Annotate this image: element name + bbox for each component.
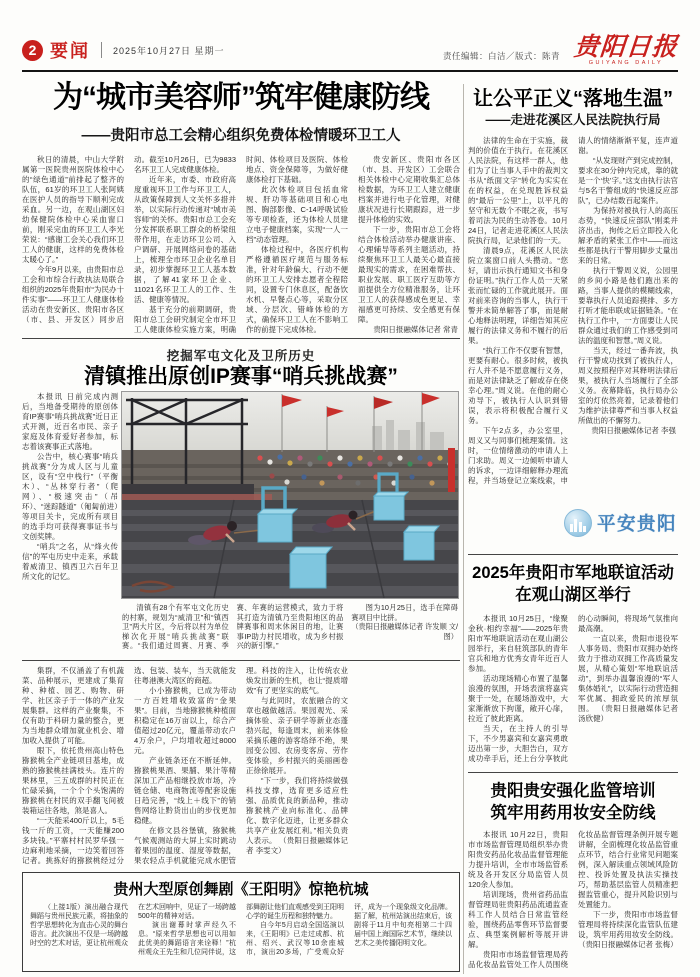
paragraph: 清晨9点，花溪区人民法院立案窗口前人头攒动。“您好，请出示执行通知文书和身份证明。”执行工作人员一天紧张而忙碌的工作就此展开。面对前来咨询的当事人，执行干警并未简单解答了事，而是耐心地释法明理，详细告知其应履行的法律义务和不履行的后果。 — [468, 246, 568, 345]
safe-guiyang-stamp — [564, 502, 678, 544]
paragraph: 贵安新区、贵阳市各区（市、县、开发区）工会联合相关体检中心定期收集汇总体检数据，为环卫工人建立健康档案并进行电子化管理，对健康状况进行长期跟踪，进一步提升体检的实效。 — [358, 155, 460, 224]
article-opera-wangyangming — [22, 872, 460, 972]
opera-title: 贵州大型原创舞剧《王阳明》惊艳杭城 — [113, 881, 369, 898]
section-divider — [22, 338, 460, 339]
paragraph: 贵阳日报融媒体记者 李强 — [591, 426, 676, 435]
paragraph: 与此同时，农旅融合的文章也越做越活。果园观光、采摘体验、亲子研学等新业态蓬勃兴起，每逢周末，前来体验采摘乐趣的游客络绎不绝，果园变公园、农房变客房、劳作变体验，乡村振兴的美丽画卷正徐徐展开。 — [246, 696, 348, 775]
regulation-body-text — [468, 830, 678, 974]
paragraph: “哨兵”之名，从“烽火传信”的军屯历史中走来，承载着威清卫、镇西卫六百年卫所文化的记忆。 — [22, 542, 118, 581]
paragraph: 集群，不仅涵盖了有机蔬菜、品种展示，更建成了集育种、种植、园艺、购物、研学、社区亲子于一体的产业发展集群。这样的产业聚集，不仅有助于科研力量的整合，更为当地群众增加就业机会、增加收入提供了可能。 — [22, 666, 124, 745]
stamp-text: 平安贵阳 — [597, 514, 678, 535]
page-date: 2025年10月27日 星期一 — [113, 45, 225, 56]
paragraph: 下一步，贵阳市市场监督管理局将持续深化监管队伍建设，筑牢用药用妆安全防线。 （贵阳日报融媒体记者 张梅） — [578, 910, 678, 949]
paragraph: 一直以来，贵阳市退役军人事务局、贵阳市双拥办始终致力于推动双拥工作高质量发展，从精心策划“军地联谊活动”，到举办温馨浪漫的“军人集体婚礼”，以实际行动营造拥军优属、拥政爱民的浓厚氛围。 （贵阳日报融媒体记者 汤欣健） — [578, 634, 678, 723]
paragraph: 此次体检项目包括血常规、肝功等基础项目和心电图、胸部影像、C-14呼吸试验等专项检查，还为体检人员建立电子健康档案，实现“一人一档”动态管理。 — [246, 185, 348, 244]
column-rule — [463, 84, 464, 974]
paragraph: 贵阳日报融媒体记者 常青 — [373, 325, 458, 334]
liaison-title — [468, 562, 678, 606]
liaison-title-line2: 在观山湖区举行 — [515, 586, 631, 604]
paragraph: 本报讯 10月25日，“缘聚金秋·相约幸福”——2025年贵阳市军地联谊活动在观山湖公园举行，来自驻筑部队的青年官兵和地方优秀女青年近百人参加。 — [468, 614, 568, 673]
paragraph: 公告中，核心赛事“哨兵挑战赛”分为成人区与儿童区，设有“空中栈行”（平衡木）、“丛林穿行者”（爬网）、“极速突击”（吊环）、“迷踪隧道”（匍匐前进）等项目关卡，完成所有项目的选手均可获得赛事证书与文创奖牌。 — [22, 452, 118, 541]
regulation-title-line1: 贵阳贵安强化监管培训 — [490, 782, 656, 800]
paragraph: 本报讯 日前完成内测后，当地备受期待的原创体育IP赛事“哨兵挑战赛”近日正式开测，近百名市民、亲子家庭及体育爱好者参加，标志着该赛事正式落地。 — [22, 392, 118, 451]
article-sanitation-checkup — [22, 80, 460, 339]
photo-caption — [122, 603, 458, 655]
regulation-title-line2: 筑牢用药用妆安全防线 — [490, 804, 656, 822]
challenge-race-photo — [122, 392, 458, 598]
header-left — [22, 37, 225, 63]
city-shield-icon — [564, 509, 592, 537]
jump-article-text — [22, 666, 460, 866]
editor-line: 责任编辑：白洁／版式：陈青 — [442, 51, 560, 62]
masthead-english: GUIYANG DAILY — [588, 59, 664, 66]
section-divider — [468, 554, 678, 555]
liaison-title-line1: 2025年贵阳市军地联谊活动 — [472, 564, 674, 582]
paragraph: （上接1版）演出融合现代舞蹈与贵州民族元素，将抽象的哲学思想转化为直击心灵的舞台语言。此次演出不仅是一场跨越时空的艺术对话，更让杭州观众在艺术回响中，见证了一场跨越500年的精神对话。 — [30, 904, 236, 947]
paragraph: 今年9月以来，由贵阳市总工会和市综合行政执法局联合组织的2025年贵阳市“为民办十件实事”——环卫工人健康体检活动在贵安新区、贵阳市各区（市、县、开发区）同步启动。截至10月26日，已为9833名环卫工人完成健康体检。 — [22, 155, 236, 324]
court-subtitle: ——走进花溪区人民法院执行局 — [485, 113, 661, 127]
header-right — [442, 31, 680, 67]
court-title: 让公平正义“落地生温” — [473, 88, 673, 110]
qingzhen-kicker: 挖掘军屯文化及卫所历史 — [166, 349, 316, 363]
paragraph: 近年来，市委、市政府高度重视环卫工作与环卫工人，从政策保障到人文关怀多措并举，以实际行动传递对“城市美容师”的关怀。贵阳市总工会充分发挥联系职工群众的桥梁纽带作用，在走访环卫公司、入户调研、开展网络问卷的基础上，梳理全市环卫企业名单目录，初步掌握环卫工人基本数据，了解41家环卫企业、11021名环卫工人的工作、生活、健康等情况。 — [134, 175, 236, 304]
lead-headline: 为“城市美容师”筑牢健康防线 — [53, 81, 429, 114]
lead-subtitle: ——贵阳市总工会精心组织免费体检情暖环卫工人 — [81, 128, 401, 144]
paragraph: 基于充分的前期调研，贵阳市总工会研究制定全市环卫工人健康体检实施方案，明确时间、体检项目及医院、体检地点、资金保障等，为做好健康体检打下基础。 — [134, 155, 348, 334]
paragraph: 当天，在主持人的引导下，不少男嘉宾和女嘉宾勇敢迈出第一步，大胆告白，双方成功牵手后，还上台分享彼此的心动瞬间，将现场气氛推向最高潮。 — [468, 614, 678, 763]
paragraph: 在修文县谷堡镇，猕猴桃气候观测站的大屏上实时跳动着果园的温度、湿度等数据，果农轻点手机就能完成水肥管理。科技的注入，让传统农业焕发出新的生机，也让“提质增效”有了更坚实的底气。 — [134, 666, 348, 865]
paragraph: 体检过程中，各医疗机构严格遵循医疗规范与服务标准，针对年龄偏大、行动不便的环卫工人安排志愿者全程陪同，设置专门休息区，配备饮水机、早餐点心等，采取分区域、分层次、错峰体检的方式，确保环卫工人在不影响工作的前提下完成体检。 — [246, 245, 348, 334]
section-divider — [468, 772, 678, 773]
regulation-title — [468, 780, 678, 824]
paragraph: 图为10月25日，选手在障碍赛项目中比拼。 — [351, 603, 458, 622]
qingzhen-body-text — [22, 392, 118, 658]
paragraph: 贵阳市市场监督管理局药品化妆品监管处工作人员围绕化妆品监督管理条例开展专题讲解，全面梳理化妆品监管重点环节，结合行业常见问题案例，深入解读重点领域风险防控、投诉处置及执法实操技巧，帮助基层监管人员精准把握监管重心，提升风险识别与处置能力。 — [468, 830, 678, 969]
paragraph: “一天能采400斤以上，5毛钱一斤的工资，一天能赚200多块钱。”平寨村村民罗华强一边麻利地采摘，一边笑着回答记者。挑拣好的猕猴桃经过分选、包装、装车，当天就能发往粤港澳大湾区的商超。 — [22, 666, 236, 865]
paragraph: 清镇有28个有军屯文化历史的村寨，规划为“威清卫”和“镇西卫”两大片区，今后将以村为单位梯次化开展“哨兵挑战赛”联赛。“我们通过周赛、月赛、季赛、年赛的运营模式，致力于将其打造为清镇乃至贵阳地区的品牌赛事和周末休闲目的地，让赛事IP助力村民增收，成为乡村振兴的新引擎。” — [122, 603, 344, 650]
paragraph: 下午2点多，办公室里，周义又与同事们梳理案情。这时，一位情绪激动的申请人上门求助。周义一边倾听申请人的诉求，一边详细解释办理流程，并当场登记立案线索，申请人的情绪渐渐平复，连声道谢。 — [468, 136, 678, 485]
paragraph: “下一步，我们将持续做强科技支撑，选育更多适应性强、品质优良的新品种，推动猕猴桃产业向标准化、品牌化、数字化迈进，让更多群众共享产业发展红利。”相关负责人表示。 （贵阳日报融媒体记者 李雯文） — [246, 776, 348, 855]
paragraph: 活动现场精心布置了温馨浪漫的氛围，开场表演将嘉宾聚于一处，在暖场游戏中，大家渐渐放下拘谨，敞开心扉，拉近了彼此距离。 — [468, 674, 568, 723]
paragraph: （贵阳日报融媒体记者 许发顺 文/图） — [351, 622, 458, 641]
paragraph: 培训现场，贵州省药品监督管理局驻贵阳药品流通监查科工作人员结合日常监管经验，围绕药品零售环节监督要点、典型案例解析等展开讲解。 — [468, 890, 568, 949]
section-divider — [22, 660, 460, 661]
paragraph: 秋日的清晨，中山大学附属第一医院贵州医院体检中心的“绿色通道”前排起了整齐的队伍，61岁的环卫工人张阿姨在医护人员的指导下顺利完成采血。另一边，在观山湖区妇幼保健院体检中心采血窗口前，刚采完血的环卫工人李光荣说：“感谢工会关心我们环卫工人的健康，这样的免费体检太暖心了。” — [22, 155, 124, 264]
paragraph: 为保持对被执行人的高压态势，“快速反应部队”刚柔并济出击，拘传之后立即投入化解矛盾的紧张工作中——而这些都是执行干警用脚步丈量出来的日常。 — [578, 206, 678, 265]
paragraph: 演出谢幕时掌声经久不息。“原来哲学思想也可以用如此优美的舞蹈语言来诠释！”杭州观众王先生和几位同伴说，这部舞剧让他们直观感受到王阳明心学的诞生历程和独特魅力。 — [138, 904, 344, 956]
paragraph: “执行工作不仅要有智慧，更要有耐心。很多时候，被执行人并不是不愿意履行义务，而是对法律缺乏了解或存在侥幸心理。”周义说。在他的耐心劝导下，被执行人认识到错误，表示将积极配合履行义务。 — [468, 346, 568, 425]
page-header — [22, 31, 680, 72]
paragraph: 产业链条还在不断延伸。猕猴桃果酒、果脯、果汁等精深加工产品相继投放市场，冷链仓储、电商物流等配套设施日趋完善，“线上＋线下”的销售网络让黔货出山的步伐更加稳健。 — [134, 756, 236, 825]
lead-body-text — [22, 155, 460, 339]
paragraph: “从发现财产到完成控制，要求在30分钟内完成，靠的就是一个‘快’字。”这支由执行法官与5名干警组成的“快速反应部队”，已办结数百起案件。 — [578, 156, 678, 205]
challenge-race-photo-graphic — [122, 392, 458, 598]
court-body-text — [468, 136, 678, 496]
paragraph: 当天，经过一番奔波，执行干警成功找到了被执行人，周义按照程序对其释明法律后果，被执行人当场履行了全部义务。夜幕降临，执行局办公室的灯依然亮着，记录着他们为维护法律尊严和当事人权益所做出的不懈努力。 — [578, 346, 678, 425]
page-number-badge: 2 — [22, 40, 43, 61]
paragraph: 法律的生命在于实施，裁判的价值在于执行。在花溪区人民法院，有这样一群人，他们为了让当事人手中的裁判文书从“纸面文字”转化为实实在在的权益，在兑现胜诉权益的“最后一公里”上，以平凡的坚守和无数个不眠之夜，书写着司法为民的生动答卷。10月24日，记者走进花溪区人民法院执行局，记录他们的一天。 — [468, 136, 568, 245]
paragraph: 小小猕猴桃，已成为带动一方百姓增收致富的“金果果”。目前，当地猕猴桃种植面积稳定在16万亩以上，综合产值超过20亿元，覆盖带动农户4万余户，户均增收超过8000元。 — [134, 686, 236, 755]
paragraph: 本报讯 10月22日，贵阳市市场监督管理局组织举办贵阳贵安药品化妆品监督管理能力提升培训，全市市场监管系统及各开发区分局监管人员120余人参加。 — [468, 830, 568, 889]
liaison-body-text — [468, 614, 678, 764]
paragraph: 自今年5月启动全国巡演以来，《王阳明》已走过成都、杭州、绍兴、武汉等10余座城市，演出20多场，广受观众好评，成为一个现象级文化品牌。据了解，杭州站演出结束后，该剧将于11月中旬亮相第二十四届中国上海国际艺术节，继续以艺术之美传播阳明文化。 — [246, 904, 452, 956]
opera-body-text — [30, 903, 452, 965]
paragraph: 下一步，贵阳市总工会将结合体检活动举办健康讲座、心理辅导等系列主题活动，持续聚焦环卫工人最关心最直接最现实的需求，在困难帮扶、职业发展、职工医疗互助等方面提供全方位精准服务，让环卫工人的获得感成色更足、幸福感更可持续、安全感更有保障。 — [358, 225, 460, 324]
masthead-logo: 贵阳日报 — [572, 31, 680, 61]
header-divider — [101, 42, 102, 58]
qingzhen-title: 清镇推出原创IP赛事“哨兵挑战赛” — [84, 365, 398, 388]
paragraph: 执行干警周义说，公园里的乡间小路是他们跑出来的路，当事人提供的模糊线索，要靠执行人员追踪摸排、多方打听才能串联成证据链条。“在执行工作中，一方面要让人民群众通过我们的工作感受到司法的温度和智慧。”周义说。 — [578, 266, 678, 345]
masthead — [572, 31, 680, 67]
section-label: 要闻 — [50, 41, 90, 61]
paragraph: 眼下，依托贵州高山特色猕猴桃全产业链项目基地，成熟的猕猴桃挂满枝头。连片的果林里，三五成群的村民正在忙碌采摘，一个个个头饱满的猕猴桃在村民的双手翻飞间被装箱运往各地，煞是喜人。 — [22, 746, 124, 815]
